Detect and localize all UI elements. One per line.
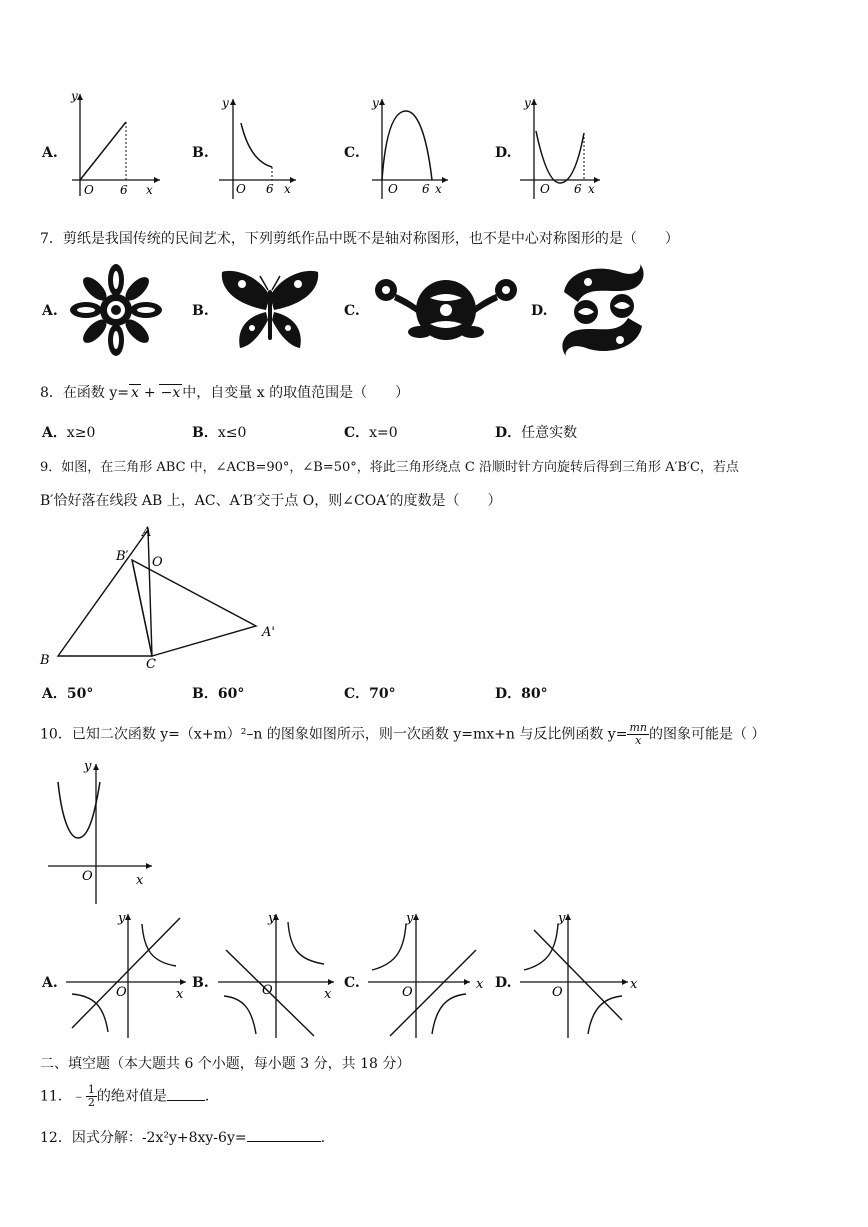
q10-option-a-label: A.	[42, 975, 58, 991]
svg-text:O: O	[552, 985, 563, 1000]
q12-period: .	[320, 1130, 326, 1146]
butterfly-paper-cut-icon	[218, 266, 322, 354]
q6-option-d-label: D.	[495, 145, 512, 161]
q9-option-c: C．70°	[344, 686, 396, 702]
q7-option-d-label: D.	[531, 303, 548, 319]
q8-text	[40, 382, 409, 402]
svg-text:O: O	[116, 985, 127, 1000]
q10-graph-a	[64, 910, 190, 1040]
q11-minus: ﹣	[71, 1088, 86, 1105]
svg-text:y: y	[372, 96, 379, 110]
svg-text:O: O	[152, 555, 163, 570]
q11-period: .	[204, 1088, 210, 1105]
q6-option-b-label: B.	[192, 145, 209, 161]
svg-text:O: O	[82, 869, 93, 884]
q7-text: 7．剪纸是我国传统的民间艺术，下列剪纸作品中既不是轴对称图形，也不是中心对称图形的是（ ）	[40, 231, 679, 247]
svg-text:x: x	[136, 873, 144, 888]
svg-text:O: O	[262, 983, 273, 998]
q9-option-b: B．60°	[192, 686, 245, 702]
svg-text:O: O	[540, 182, 550, 196]
svg-text:y: y	[268, 911, 276, 926]
q6-graph-a	[62, 88, 162, 198]
q6-graph-d	[518, 95, 602, 201]
svg-text:O: O	[84, 183, 94, 197]
svg-text:y: y	[406, 911, 414, 926]
svg-text:x: x	[435, 182, 442, 196]
q8-suffix: 中，自变量 x 的取值范围是（ ）	[182, 385, 410, 401]
svg-text:6: 6	[574, 182, 582, 196]
svg-text:y: y	[118, 911, 126, 926]
q6-graph-b	[214, 95, 299, 201]
q6-option-c-label: C.	[344, 145, 360, 161]
svg-text:x: x	[284, 182, 291, 196]
section-2-title: 二、填空题（本大题共 6 个小题，每小题 3 分，共 18 分）	[40, 1056, 411, 1072]
q11-text	[40, 1084, 209, 1109]
q12-question: 12．因式分解：-2x²y+8xy-6y=	[40, 1130, 247, 1146]
q10-graph-c	[366, 910, 490, 1040]
q10-option-c-label: C.	[344, 975, 360, 991]
svg-text:6: 6	[422, 182, 430, 196]
svg-text:O: O	[402, 985, 413, 1000]
svg-text:x: x	[324, 987, 332, 1002]
svg-text:x: x	[146, 183, 153, 197]
q11-answer-blank[interactable]	[167, 1086, 205, 1101]
q8-option-c: C．x=0	[344, 425, 398, 441]
q9-line-2: B′恰好落在线段 AB 上，AC、A′B′交于点 O，则∠COA′的度数是（ ）	[40, 493, 502, 509]
svg-text:6: 6	[266, 182, 274, 196]
q8-prefix: 8．在函数 y=	[40, 385, 129, 401]
q12-text	[40, 1127, 325, 1147]
q11-question: 的绝对值是	[96, 1088, 167, 1105]
svg-text:y: y	[84, 759, 92, 774]
svg-text:x: x	[176, 987, 184, 1002]
q10-option-b-label: B.	[192, 975, 209, 991]
q9-triangle-figure	[36, 522, 286, 672]
q7-option-a-label: A.	[42, 303, 58, 319]
svg-text:y: y	[71, 89, 78, 103]
q8-option-b: B．x≤0	[192, 425, 247, 441]
svg-text:y: y	[222, 96, 229, 110]
q10-option-d-label: D.	[495, 975, 512, 991]
q8-plus: +	[143, 385, 156, 401]
q10-text	[40, 722, 765, 747]
q10-text-main: 10．已知二次函数 y=（x+m）²–n 的图象如图所示，则一次函数 y=mx+n 与反比例函数 y=	[40, 726, 628, 743]
svg-text:y: y	[558, 911, 566, 926]
q10-parabola-graph	[44, 758, 156, 906]
q7-option-c-label: C.	[344, 303, 360, 319]
q11-number: 11．	[40, 1088, 72, 1105]
ornament-paper-cut-icon	[370, 268, 522, 350]
q9-option-a: A．50°	[42, 686, 94, 702]
q10-suffix: 的图象可能是（ ）	[648, 726, 766, 743]
svg-text:A': A'	[262, 625, 275, 640]
svg-text:x: x	[630, 977, 638, 992]
q9-option-d: D．80°	[495, 686, 548, 702]
q10-graph-b	[216, 910, 338, 1040]
svg-text:x: x	[588, 182, 595, 196]
q8-radical-2: −x	[160, 385, 181, 401]
flower-paper-cut-icon	[68, 262, 164, 358]
fish-paper-cut-icon	[558, 262, 648, 358]
q10-graph-d	[518, 910, 642, 1040]
svg-text:A: A	[142, 525, 152, 540]
q6-option-a-label: A.	[42, 145, 58, 161]
q8-radical-1: x	[131, 385, 139, 401]
q11-fraction: $\frac{1}{2}$	[87, 1083, 95, 1109]
q6-graph-c	[368, 95, 450, 201]
q12-answer-blank[interactable]	[247, 1127, 321, 1142]
svg-text:B′: B′	[116, 549, 129, 564]
svg-text:B: B	[40, 653, 50, 668]
q7-option-b-label: B.	[192, 303, 209, 319]
q10-fraction: $\frac{mn}{x}$	[629, 721, 647, 747]
svg-text:6: 6	[120, 183, 128, 197]
svg-text:O: O	[388, 182, 398, 196]
q9-line-1: 9．如图，在三角形 ABC 中，∠ACB=90°，∠B=50°，将此三角形绕点 C 沿顺时针方向旋转后得到三角形 A′B′C，若点	[40, 460, 739, 475]
q8-option-a: A．x≥0	[42, 425, 96, 441]
q8-option-d: D．任意实数	[495, 425, 578, 441]
svg-text:O: O	[236, 182, 246, 196]
svg-text:x: x	[476, 977, 484, 992]
svg-text:y: y	[524, 96, 531, 110]
svg-text:C: C	[146, 657, 156, 672]
